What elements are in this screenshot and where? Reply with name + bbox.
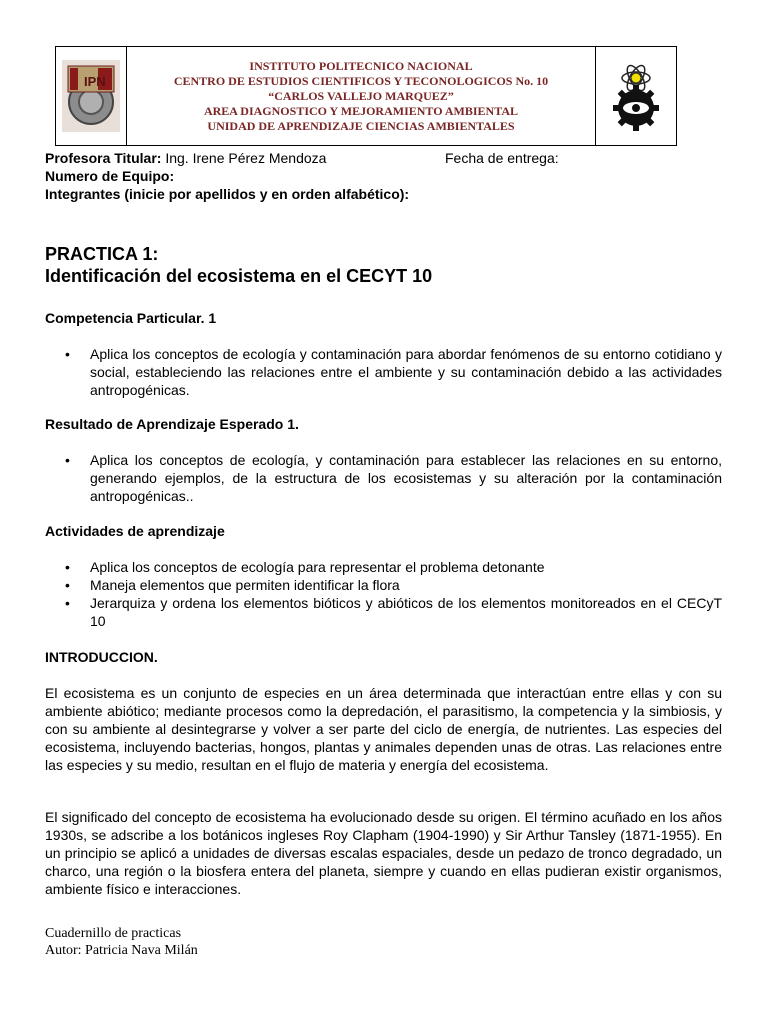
gear-atom-logo-icon: [605, 56, 667, 136]
list-item: • Aplica los conceptos de ecología, y contaminación para establecer las relaciones en su entorno, generando ejemplos, de la estructura de los ecosistemas y su alteración por la contaminación antropogénicas..: [45, 451, 722, 505]
actividades-heading: Actividades de aprendizaje: [45, 523, 225, 539]
header-line-4: AREA DIAGNOSTICO Y MEJORAMIENTO AMBIENTAL: [203, 103, 519, 118]
list-item: • Jerarquiza y ordena los elementos bióticos y abióticos de los elementos monitoreados en el CECyT 10: [45, 594, 722, 630]
ipn-logo-cell: [56, 47, 127, 145]
actividades-list: [45, 558, 722, 630]
list-item: • Aplica los conceptos de ecología y contaminación para abordar fenómenos de su entorno cotidiano y social, estableciendo las relaciones entre el ambiente y su contaminación debido a las actividades antropogénicas.: [45, 345, 722, 399]
equipo-row: [45, 167, 735, 185]
profesora-label: Profesora Titular:: [45, 150, 162, 166]
meta-block: [45, 149, 735, 203]
competencia-heading: Competencia Particular. 1: [45, 310, 217, 326]
practica-title: [45, 243, 432, 287]
header-line-1: INSTITUTO POLITECNICO NACIONAL: [249, 58, 473, 73]
footer-line-1: Cuadernillo de practicas: [45, 926, 182, 941]
cecyt-logo-cell: [595, 47, 676, 145]
ipn-logo-text: IPN: [84, 74, 106, 89]
footer-line-2: Autor: Patricia Nava Milán: [45, 943, 198, 958]
profesora-row: [45, 149, 735, 167]
footer: [45, 925, 198, 959]
resultado-heading: Resultado de Aprendizaje Esperado 1.: [45, 416, 299, 432]
integrantes-label: Integrantes (inicie por apellidos y en orden alfabético):: [45, 186, 410, 202]
fecha-label: Fecha de entrega:: [445, 150, 559, 166]
competencia-list: [45, 345, 722, 399]
header-title-block: [127, 47, 595, 145]
header-table: [55, 46, 677, 146]
header-line-3: “CARLOS VALLEJO MARQUEZ”: [268, 88, 454, 103]
practica-line-1: PRACTICA 1:: [45, 244, 159, 264]
introduccion-paragraph-2: El significado del concepto de ecosistema ha evolucionado desde su origen. El término acuñado en los años 1930s, se adscribe a los botánicos ingleses Roy Clapham (1904-1990) y Sir Arthur Tansley (1871-1955). En un principio se aplicó a unidades de diversas escalas espaciales, desde un pedazo de tronco degradado, un charco, una región o la biosfera entera del planeta, siempre y cuando en ellas pudieran existir organismos, ambiente físico e interacciones.: [45, 809, 722, 897]
equipo-label: Numero de Equipo:: [45, 168, 175, 184]
introduccion-heading: INTRODUCCION.: [45, 649, 158, 665]
list-item: • Aplica los conceptos de ecología para representar el problema detonante: [45, 558, 722, 576]
practica-line-2: Identificación del ecosistema en el CECYT 10: [45, 266, 433, 286]
header-line-2: CENTRO DE ESTUDIOS CIENTIFICOS Y TECONOLOGICOS No. 10: [173, 73, 549, 88]
list-item: • Maneja elementos que permiten identificar la flora: [45, 576, 722, 594]
integrantes-row: [45, 185, 735, 203]
introduccion-paragraph-1: El ecosistema es un conjunto de especies en un área determinada que interactúan entre ellas y con su ambiente abiótico; mediante procesos como la depredación, el parasitismo, la competencia y la simbiosis, y con su ambiente al desintegrarse y volver a ser parte del ciclo de energía, de nutrientes. Las especies del ecosistema, incluyendo bacterias, hongos, plantas y animales dependen unas de otras. Las relaciones entre las especies y su medio, resultan en el flujo de materia y energía del ecosistema.: [45, 685, 722, 773]
profesora-value: Ing. Irene Pérez Mendoza: [161, 150, 327, 166]
header-line-5: UNIDAD DE APRENDIZAJE CIENCIAS AMBIENTALES: [207, 118, 515, 133]
resultado-list: [45, 451, 722, 505]
ipn-logo-icon: [60, 56, 122, 136]
